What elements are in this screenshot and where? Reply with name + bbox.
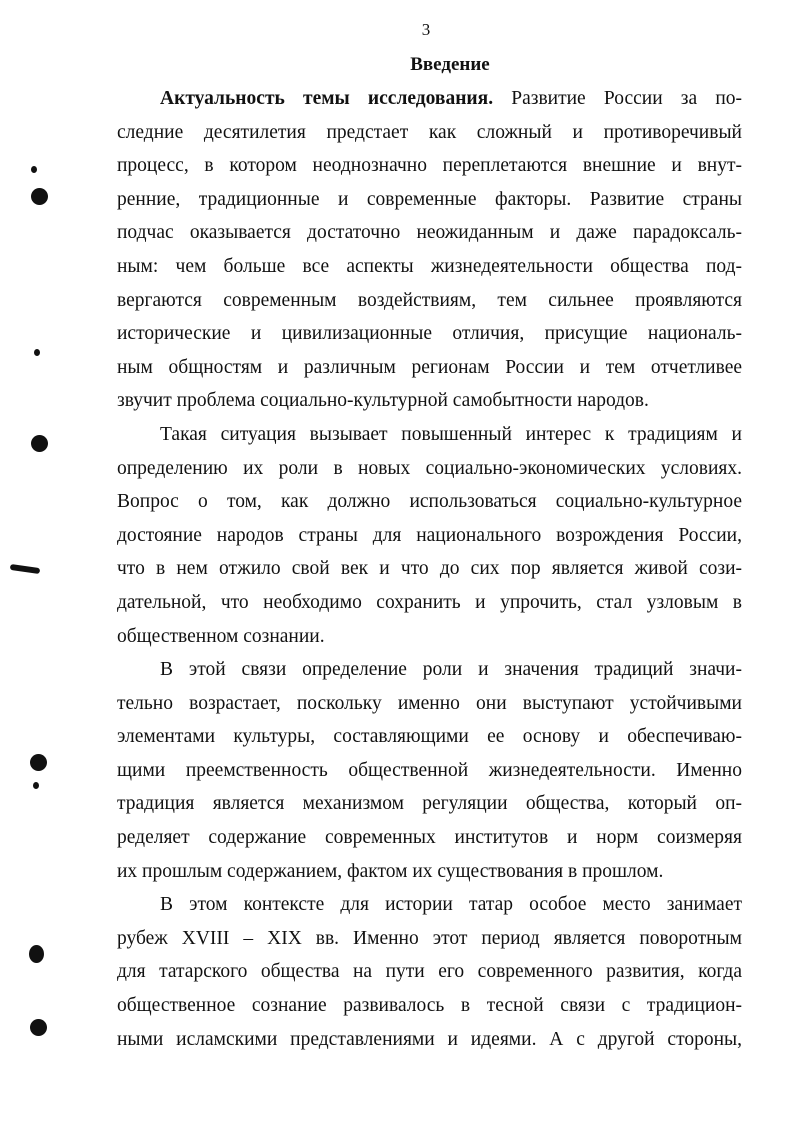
text-line: элементами культуры, составляющими ее основу и обеспечиваю- (117, 726, 742, 748)
scan-speck (34, 349, 40, 356)
text-line: процесс, в котором неоднозначно переплетаются внешние и внут- (117, 155, 742, 177)
binding-hole (30, 1019, 47, 1036)
binding-hole (31, 435, 48, 452)
scan-speck (31, 166, 37, 173)
text-line: вергаются современным воздействиям, тем сильнее проявляются (117, 289, 742, 311)
text-line: щими преемственность общественной жизнедеятельности. Именно (117, 759, 742, 781)
text-line: достояние народов страны для национального возрождения России, (117, 524, 742, 546)
text-line: ным общностям и различным регионам России и тем отчетливее (117, 356, 742, 378)
text-line: тельно возрастает, поскольку именно они выступают устойчивыми (117, 692, 742, 714)
text-line: В этой связи определение роли и значения традиций значи- (160, 659, 742, 681)
text-line: рубеж XVIII – XIX вв. Именно этот период является поворотным (117, 927, 742, 949)
text-line: В этом контексте для истории татар особое место занимает (160, 894, 742, 916)
text-line: исторические и цивилизационные отличия, присущие националь- (117, 323, 742, 345)
text-line: дательной, что необходимо сохранить и упрочить, стал узловым в (117, 591, 742, 613)
binding-hole (30, 754, 47, 771)
text-line: традиция является механизмом регуляции общества, который оп- (117, 793, 742, 815)
text-line: подчас оказывается достаточно неожиданным и даже парадоксаль- (117, 222, 742, 244)
text-line: звучит проблема социально-культурной самобытности народов. (117, 390, 649, 412)
text-line: ными исламскими представлениями и идеями. А с другой стороны, (117, 1028, 742, 1050)
text-line: их прошлым содержанием, фактом их существования в прошлом. (117, 860, 664, 882)
text-line: общественное сознание развивалось в тесной связи с традицион- (117, 995, 742, 1017)
scan-smudge (10, 564, 41, 574)
text-line: Такая ситуация вызывает повышенный интерес к традициям и (160, 423, 742, 445)
body-text (117, 82, 742, 1056)
text-line: Вопрос о том, как должно использоваться социально-культурное (117, 491, 742, 513)
lead-phrase: Актуальность темы исследования. (160, 88, 494, 109)
binding-hole (31, 188, 48, 205)
text-line: для татарского общества на пути его современного развития, когда (117, 961, 742, 983)
text-line: определению их роли в новых социально-экономических условиях. (117, 457, 742, 479)
text-line: что в нем отжило свой век и что до сих пор является живой сози- (117, 558, 742, 580)
section-title: Введение (410, 54, 490, 75)
text-line: общественном сознании. (117, 625, 325, 647)
text-line: ренние, традиционные и современные факторы. Развитие страны (117, 188, 742, 210)
text-line: ределяет содержание современных институтов и норм соизмеряя (117, 827, 742, 849)
text-line (117, 82, 742, 116)
text-line-rest: Развитие России за по- (493, 88, 743, 109)
scan-speck (33, 782, 39, 789)
text-line: ным: чем больше все аспекты жизнедеятельности общества под- (117, 255, 742, 277)
text-line: следние десятилетия предстает как сложный и противоречивый (117, 121, 742, 143)
page-number: 3 (421, 20, 431, 39)
binding-hole (29, 945, 44, 963)
